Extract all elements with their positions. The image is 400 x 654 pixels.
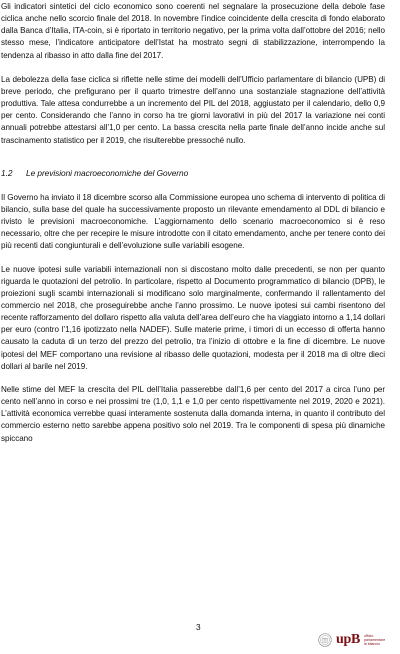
- upb-logo: [318, 633, 394, 647]
- upb-logo-subtitle: [364, 634, 394, 647]
- parliament-seal-icon: [318, 633, 332, 647]
- paragraph-government-plan: Il Governo ha inviato il 18 dicembre scorso alla Commissione europea uno schema di intervento di politica di bilancio, sulla base del quale ha successivamente proposto un rilevante emendamento al DDL di bilancio e rivisto le previsioni macroeconomiche. L’aggiornamento dello scenario macroeconomico si è reso necessario, oltre che per recepire le misure introdotte con il citato emendamento, anche per tenere conto dei più recenti dati congiunturali e dell’evoluzione sulle variabili esogene.: [1, 192, 385, 251]
- page-number: 3: [196, 622, 201, 632]
- paragraph-upb-estimates: La debolezza della fase ciclica si riflette nelle stime dei modelli dell’Ufficio parlamentare di bilancio (UPB) di breve periodo, che prefigurano per il quarto trimestre dell’anno una sostanziale stagnazione dell’attività produttiva. Tale attesa condurrebbe a un incremento del PIL del 2018, aggiustato per il calendario, dello 0,9 per cento. Considerando che l’anno in corso ha tre giorni lavorativi in più del 2017 la variazione nei conti annuali potrebbe attestarsi all’1,0 per cento. La bassa crescita nella parte finale dell’anno incide anche sul trascinamento statistico per il 2019, che risulterebbe pressoché nullo.: [1, 74, 385, 145]
- upb-logo-text: upB: [336, 632, 361, 647]
- paragraph-mef-growth: Nelle stime del MEF la crescita del PIL dell’Italia passerebbe dall’1,6 per cento del 2017 a circa l’uno per cento nell’anno in corso e nei prossimi tre (1,0, 1,1 e 1,0 per cento rispettivamente nel 2019, 2020 e 2021). L’attività economica verrebbe quasi interamente sostenuta dalla domanda interna, in quanto il contributo del commercio esterno netto sarebbe appena positivo solo nel 2019. Tra le componenti di spesa più dinamiche spiccano: [1, 384, 385, 443]
- section-heading: [1, 167, 385, 179]
- paragraph-international-assumptions: Le nuove ipotesi sulle variabili internazionali non si discostano molto dalle precedenti, se non per quanto riguarda le quotazioni del petrolio. In particolare, rispetto al Documento programmatico di bilancio (DPB), le proiezioni sugli scambi internazionali si modificano solo marginalmente, confermando il rallentamento del commercio nel 2018, che proseguirebbe anche l’anno prossimo. Le nuove ipotesi sui cambi risentono del recente rafforzamento del dollaro rispetto alla valuta dell’area dell’euro che ha viaggiato intorno a 1,14 dollari per euro (contro l’1,16 ipotizzato nella NADEF). Sulle materie prime, i timori di un eccesso di offerta hanno causato la caduta di un terzo del prezzo del petrolio, tra l’inizio di ottobre e la fine di dicembre. Le nuove ipotesi del MEF comportano una revisione al ribasso delle quotazioni, modesta per il 2018 ma di oltre dieci dollari al barile nel 2019.: [1, 264, 385, 371]
- upb-logo-line: parlamentare: [364, 637, 386, 642]
- section-title: Le previsioni macroeconomiche del Governo: [26, 167, 189, 178]
- upb-logo-line: ufficio: [364, 633, 374, 638]
- upb-logo-line: di bilancio: [364, 642, 380, 647]
- document-body: [1, 1, 385, 456]
- section-number: 1.2: [1, 167, 13, 178]
- paragraph-cycle-indicators: Gli indicatori sintetici del ciclo economico sono coerenti nel segnalare la prosecuzione della debole fase ciclica anche nello scorcio finale del 2018. In novembre l’indice coincidente della crescita di fondo elaborato dalla Banca d’Italia, ITA-coin, si è riportato in territorio negativo, per la prima volta dall’ottobre del 2016; nello stesso mese, l’indicatore anticipatore dell’Istat ha mostrato segni di stabilizzazione, interrompendo la tendenza al ribasso in atto dalla fine del 2017.: [1, 2, 385, 60]
